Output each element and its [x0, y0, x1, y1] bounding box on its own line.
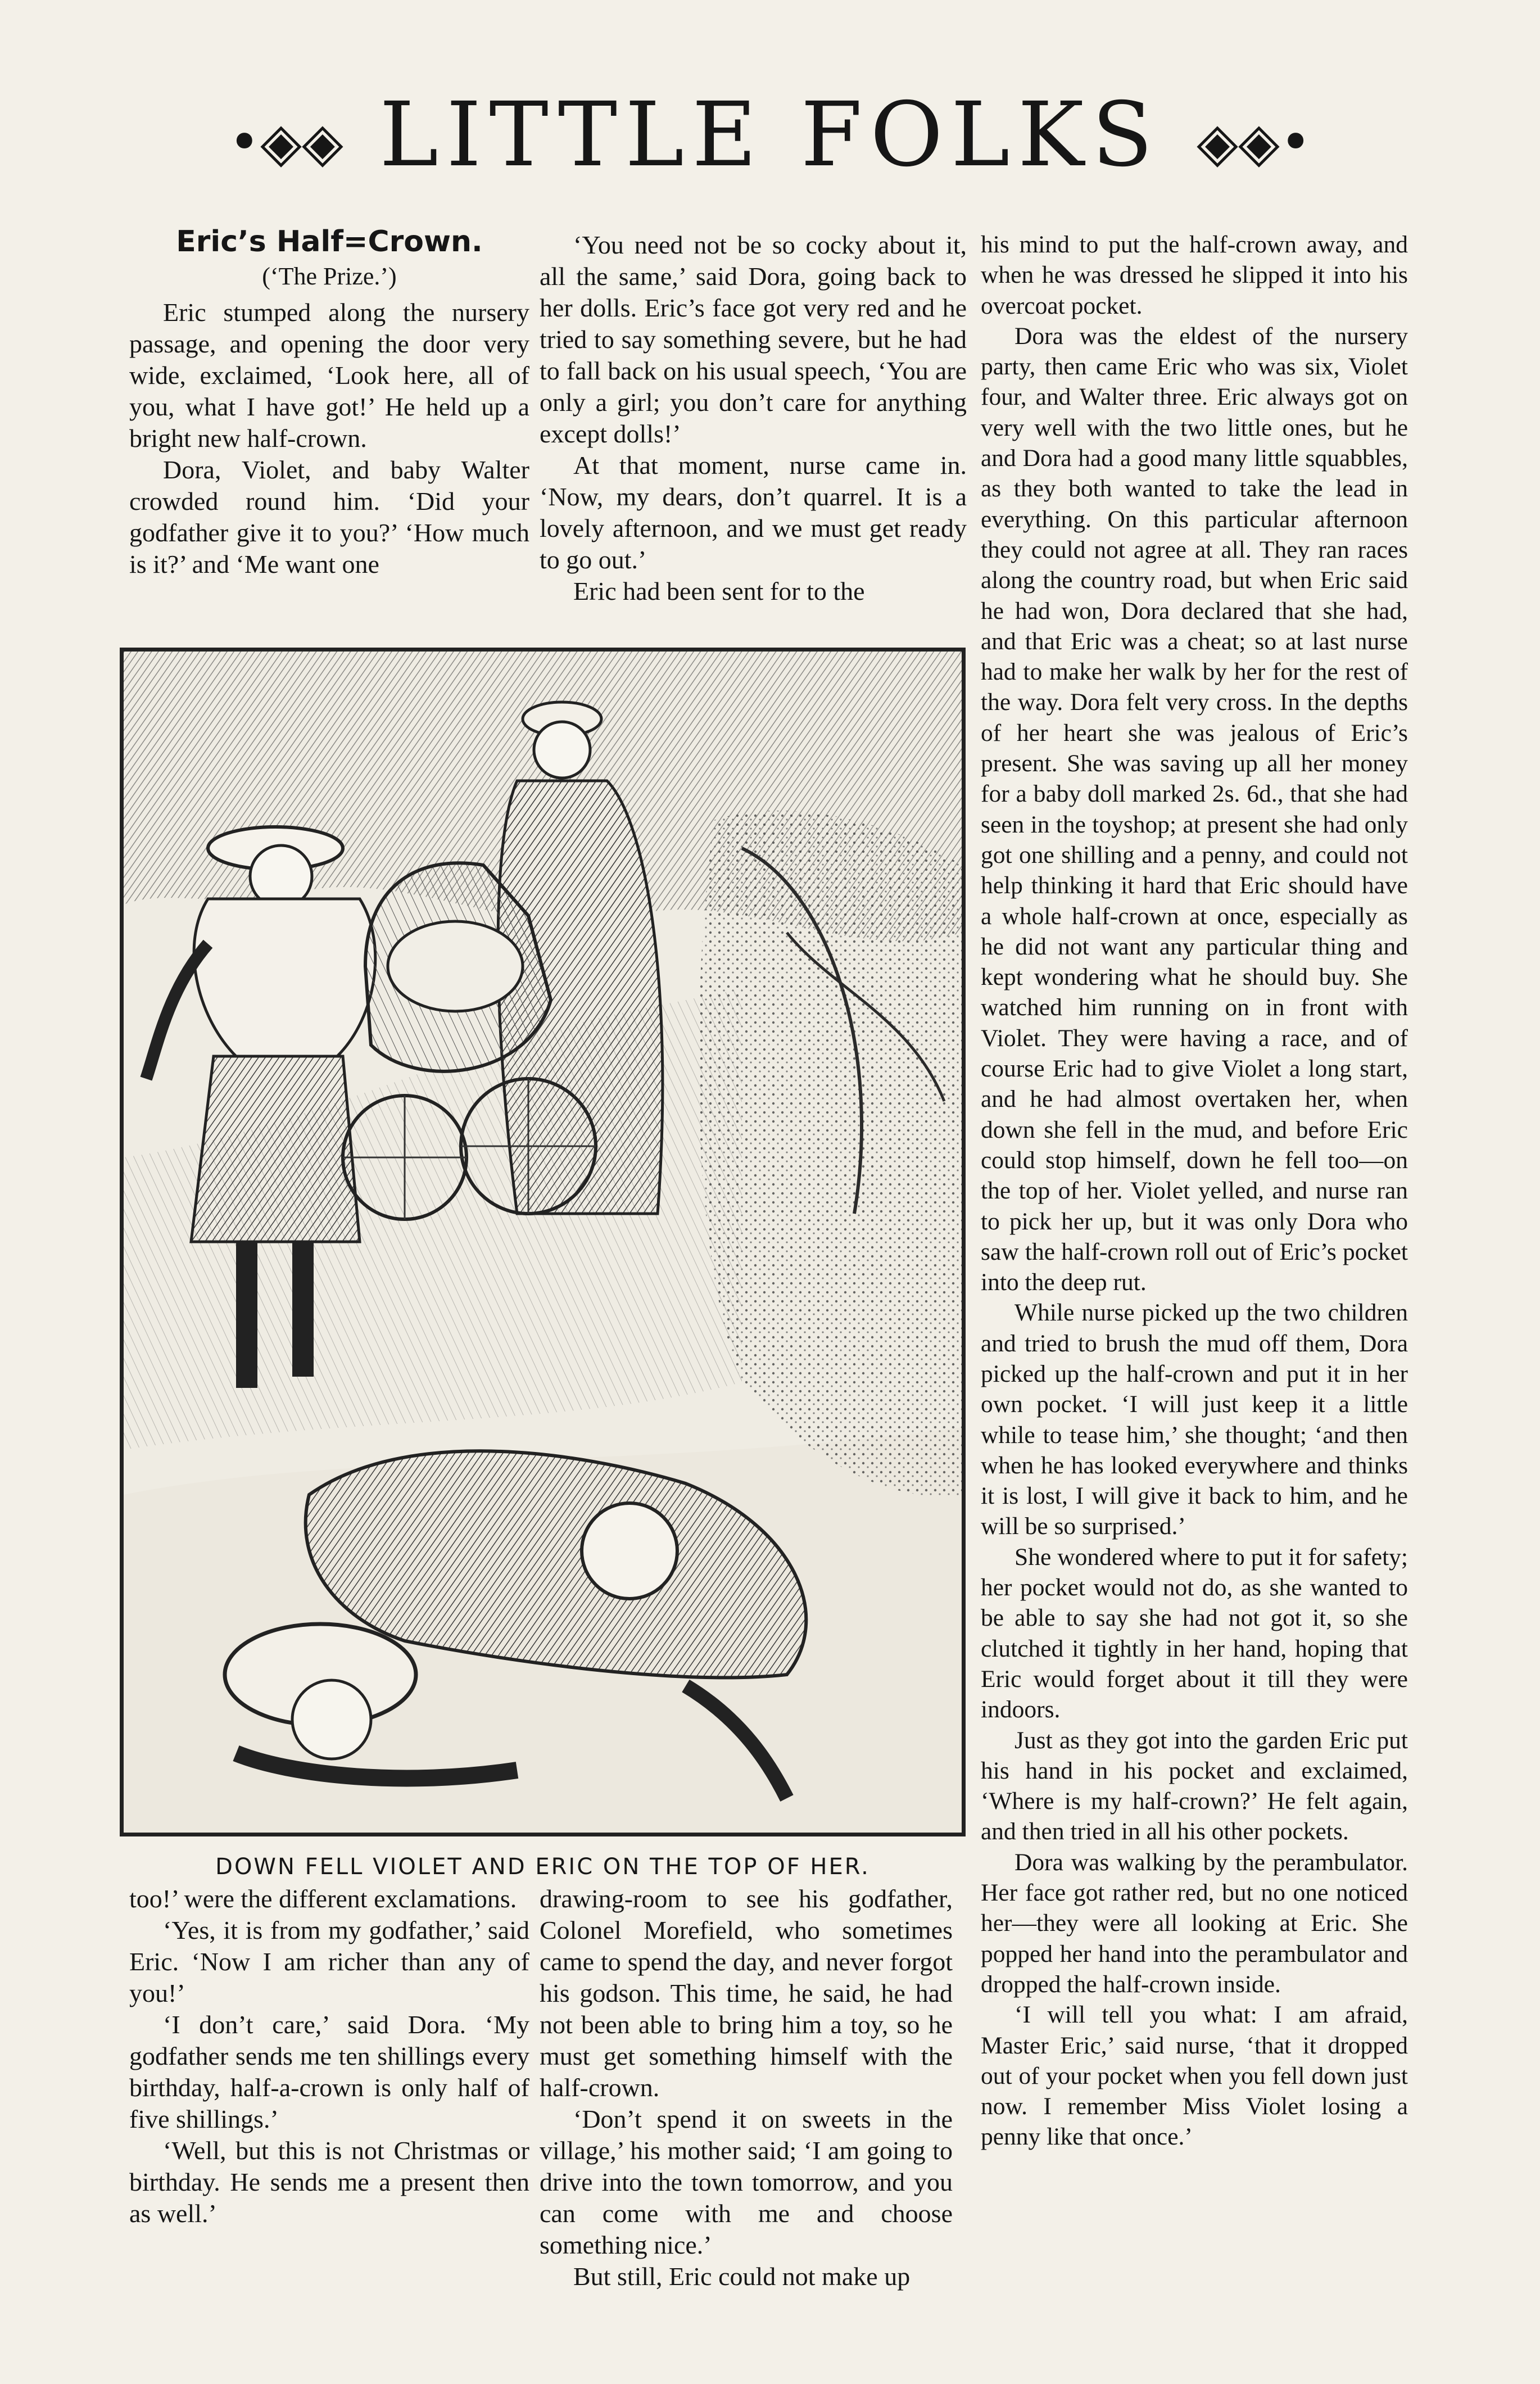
- illustration-caption: DOWN FELL VIOLET AND ERIC ON THE TOP OF HER.: [215, 1854, 870, 1880]
- story-subtitle: (‘The Prize.’): [262, 263, 397, 290]
- paragraph: Dora was walking by the perambulator. Her face got rather red, but no one noticed her—they were all looking at Eric. She popped her hand into the perambulator and dropped the half-crown inside.: [981, 1848, 1408, 1998]
- column-1-bottom: [129, 1883, 529, 2229]
- paragraph: While nurse picked up the two children and tried to brush the mud off them, Dora picked up the half-crown and put it in her own pocket. ‘I will just keep it a little while to tease him,’ she thought; ‘and then when he has looked everywhere and thinks it is lost, I will give it back to him, and he will be so surprised.’: [981, 1299, 1408, 1540]
- paragraph: ‘I don’t care,’ said Dora. ‘My godfather sends me ten shillings every birthday, half-a-crown is only half of five shillings.’: [129, 2010, 529, 2133]
- paragraph: too!’ were the different exclamations.: [129, 1884, 517, 1913]
- paragraph: ‘Well, but this is not Christmas or birthday. He sends me a present then as well.’: [129, 2136, 529, 2228]
- paragraph: Eric had been sent for to the: [573, 577, 865, 605]
- paragraph: ‘You need not be so cocky about it, all the same,’ said Dora, going back to her dolls. Eric’s face got very red and he tried to say something severe, but he had to fall back on his usual speech, ‘You are only a girl; you don’t care for anything except dolls!’: [540, 230, 967, 448]
- paragraph: But still, Eric could not make up: [573, 2262, 911, 2291]
- paragraph: Just as they got into the garden Eric put his hand in his pocket and exclaimed, ‘Where is my half-crown?’ He felt again, and then tried in all his other pockets.: [981, 1726, 1408, 1845]
- column-2-top: [540, 229, 967, 607]
- column-1-top: [129, 224, 529, 580]
- story-title: Eric’s Half=Crown.: [176, 225, 483, 259]
- column-3: [981, 229, 1408, 2152]
- paragraph: ‘Yes, it is from my godfather,’ said Eric. ‘Now I am richer than any of you!’: [129, 1916, 529, 2007]
- illustration: [120, 648, 966, 1836]
- paragraph: his mind to put the half-crown away, and when he was dressed he slipped it into his overcoat pocket.: [981, 231, 1408, 319]
- paragraph: ‘I will tell you what: I am afraid, Master Eric,’ said nurse, ‘that it dropped out of your pocket when you fell down just now. I remember Miss Violet losing a penny like that once.’: [981, 2001, 1408, 2151]
- paragraph: Eric stumped along the nursery passage, and opening the door very wide, exclaimed, ‘Look here, all of you, what I have got!’ He held up a bright new half-crown.: [129, 298, 529, 453]
- magazine-title: LITTLE FOLKS: [379, 83, 1161, 187]
- masthead: [0, 84, 1540, 186]
- paragraph: drawing-room to see his godfather, Colonel Morefield, who sometimes came to spend the day, and never forgot his godson. This time, he said, he had not been able to bring him a toy, so he must get something himself with the half-crown.: [540, 1884, 953, 2102]
- paragraph: She wondered where to put it for safety; her pocket would not do, as she wanted to be able to say she had not got it, so she clutched it tightly in her hand, hoping that Eric would forget about it till they were indoors.: [981, 1543, 1408, 1723]
- right-ornament-icon: ◈◈•: [1197, 111, 1312, 174]
- paragraph: Dora was the eldest of the nursery party, then came Eric who was six, Violet four, and Walter three. Eric always got on very well with the two little ones, but he and Dora had a good many little squabbles, as they both wanted to take the lead in everything. On this particular afternoon they could not agree at all. They ran races along the country road, but when Eric said he had won, Dora declared that she had, and that Eric was a cheat; so at last nurse had to make her walk by her for the rest of the way. Dora felt very cross. In the depths of her heart she was jealous of Eric’s present. She was saving up all her money for a baby doll marked 2s. 6d., that she had seen in the toyshop; at present she had only got one shilling and a penny, and could not help thinking it hard that Eric should have a whole half-crown at once, especially as he did not want any particular thing and kept wondering what he should buy. She watched him running on in front with Violet. They were having a race, and of course Eric had to give Violet a long start, and he had almost overtaken her, when down she fell in the mud, and before Eric could stop himself, down he fell too—on the top of her. Violet yelled, and nurse ran to pick her up, but it was only Dora who saw the half-crown roll out of Eric’s pocket into the deep rut.: [981, 322, 1408, 1296]
- paragraph: Dora, Violet, and baby Walter crowded round him. ‘Did your godfather give it to you?’ ‘How much is it?’ and ‘Me want one: [129, 455, 529, 578]
- engraving-image: [124, 652, 962, 1833]
- paragraph: At that moment, nurse came in. ‘Now, my dears, don’t quarrel. It is a lovely afternoon, and we must get ready to go out.’: [540, 451, 967, 574]
- left-ornament-icon: •◈◈: [228, 111, 343, 174]
- paragraph: ‘Don’t spend it on sweets in the village,’ his mother said; ‘I am going to drive into the town tomorrow, and you can come with me and choose something nice.’: [540, 2105, 953, 2259]
- column-2-bottom: [540, 1883, 953, 2292]
